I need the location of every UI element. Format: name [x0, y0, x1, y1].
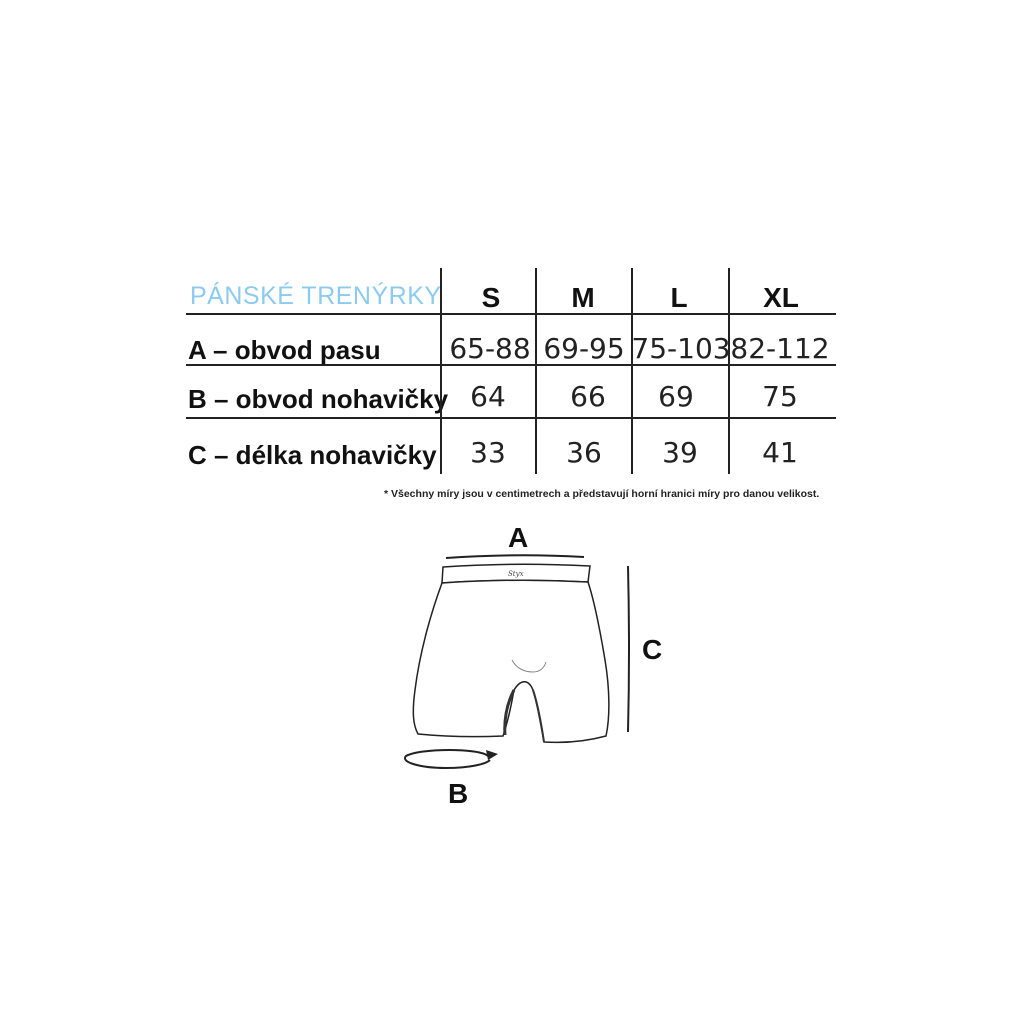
cell-waist-l: 75-103	[631, 332, 731, 365]
size-header-s: S	[481, 282, 501, 313]
cell-leg-s: 64	[470, 380, 506, 413]
cell-leg-l: 69	[658, 380, 694, 413]
footnote: * Všechny míry jsou v centimetrech a představují horní hranici míry pro danou velikost.	[384, 488, 820, 500]
arrow-head-icon	[486, 750, 498, 760]
cell-waist-m: 69-95	[543, 332, 625, 365]
cell-waist-s: 65-88	[449, 332, 531, 365]
row-label-leg-length: C – délka nohavičky	[188, 440, 437, 470]
cell-length-m: 36	[566, 436, 602, 469]
diagram-label-a: A	[508, 522, 529, 553]
diagram-label-b: B	[448, 778, 469, 809]
row-label-waist: A – obvod pasu	[188, 335, 381, 365]
row-label-leg-circumference: B – obvod nohavičky	[188, 384, 449, 414]
measure-ellipse-b	[405, 750, 490, 768]
size-header-l: L	[670, 282, 688, 313]
cell-length-l: 39	[662, 436, 698, 469]
cell-length-xl: 41	[762, 436, 798, 469]
cell-leg-xl: 75	[762, 380, 798, 413]
measure-line-c	[628, 566, 629, 732]
table-title: PÁNSKÉ TRENÝRKY	[190, 282, 442, 310]
size-header-m: M	[571, 282, 595, 313]
shorts-outline	[413, 580, 609, 742]
cell-leg-m: 66	[570, 380, 606, 413]
brand-tag-text: Styx	[508, 570, 524, 578]
diagram-label-c: C	[642, 634, 663, 665]
size-header-xl: XL	[763, 282, 799, 313]
cell-waist-xl: 82-112	[730, 332, 830, 365]
cell-length-s: 33	[470, 436, 506, 469]
measure-line-a	[446, 555, 584, 558]
